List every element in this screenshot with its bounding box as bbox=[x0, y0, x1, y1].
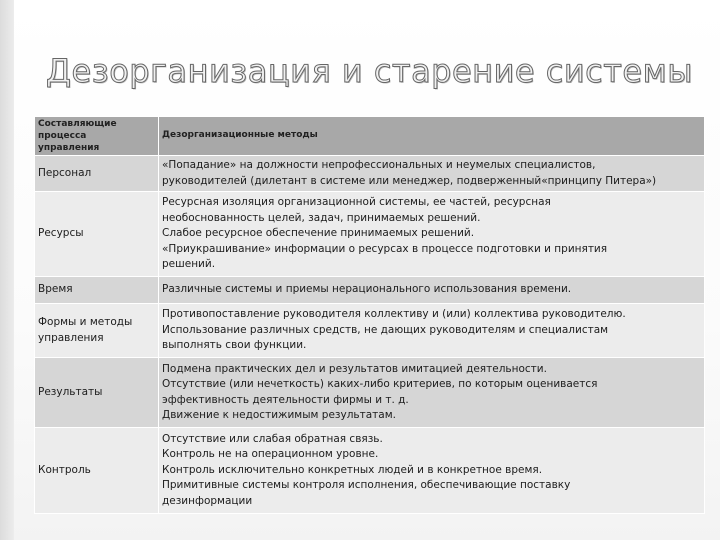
method-line: Слабое ресурсное обеспечение принимаемых решений. bbox=[162, 227, 475, 240]
method-line: эффективность деятельности фирмы и т. д. bbox=[162, 393, 409, 406]
method-line: необоснованность целей, задач, принимаемых решений. bbox=[162, 211, 481, 224]
method-line: Контроль не на операционном уровне. bbox=[162, 448, 379, 461]
methods-table bbox=[34, 116, 705, 514]
row-category: Формы и методы управления bbox=[35, 304, 159, 358]
method-line: Использование различных средств, не дающих руководителям и специалистам bbox=[162, 323, 609, 336]
method-line: Движение к недостижимым результатам. bbox=[162, 408, 396, 421]
header-components-line: Составляющие bbox=[38, 119, 117, 129]
method-line: Отсутствие или слабая обратная связь. bbox=[162, 432, 383, 445]
row-methods bbox=[159, 358, 705, 428]
method-line: Отсутствие (или нечеткость) каких-либо критериев, по которым оценивается bbox=[162, 378, 598, 391]
table-header-row bbox=[35, 117, 705, 156]
row-methods bbox=[159, 304, 705, 358]
method-line: Подмена практических дел и результатов имитацией деятельности. bbox=[162, 362, 547, 375]
method-line: Противопоставление руководителя коллективу и (или) коллектива руководителю. bbox=[162, 308, 626, 321]
table-row bbox=[35, 304, 705, 358]
table-row bbox=[35, 192, 705, 277]
header-methods: Дезорганизационные методы bbox=[159, 117, 705, 156]
method-line: Ресурсная изоляция организационной системы, ее частей, ресурсная bbox=[162, 196, 551, 209]
method-line: Контроль исключительно конкретных людей и в конкретное время. bbox=[162, 463, 543, 476]
method-line: дезинформации bbox=[162, 494, 253, 507]
table-row bbox=[35, 358, 705, 428]
row-category: Контроль bbox=[35, 428, 159, 514]
slide-title: Дезорганизация и старение системы bbox=[46, 52, 693, 90]
row-category: Ресурсы bbox=[35, 192, 159, 277]
table-row bbox=[35, 428, 705, 514]
row-methods bbox=[159, 192, 705, 277]
method-line: «Приукрашивание» информации о ресурсах в процессе подготовки и принятия bbox=[162, 242, 608, 255]
method-line: «Попадание» на должности непрофессиональных и неумелых специалистов, bbox=[162, 159, 596, 172]
row-methods bbox=[159, 156, 705, 192]
row-category: Результаты bbox=[35, 358, 159, 428]
table-row bbox=[35, 277, 705, 304]
row-methods bbox=[159, 277, 705, 304]
method-line: Примитивные системы контроля исполнения, обеспечивающие поставку bbox=[162, 479, 571, 492]
header-components-line: управления bbox=[38, 143, 100, 153]
method-line: Различные системы и приемы нерационального использования времени. bbox=[162, 283, 572, 296]
method-line: руководителей (дилетант в системе или менеджер, подверженный«принципу Питера») bbox=[162, 174, 657, 187]
method-line: выполнять свои функции. bbox=[162, 339, 307, 352]
table-row bbox=[35, 156, 705, 192]
row-category: Время bbox=[35, 277, 159, 304]
header-components bbox=[35, 117, 159, 156]
row-methods bbox=[159, 428, 705, 514]
method-line: решений. bbox=[162, 258, 216, 271]
row-category: Персонал bbox=[35, 156, 159, 192]
header-components-line: процесса bbox=[38, 131, 87, 141]
decorative-left-bar bbox=[0, 0, 14, 540]
